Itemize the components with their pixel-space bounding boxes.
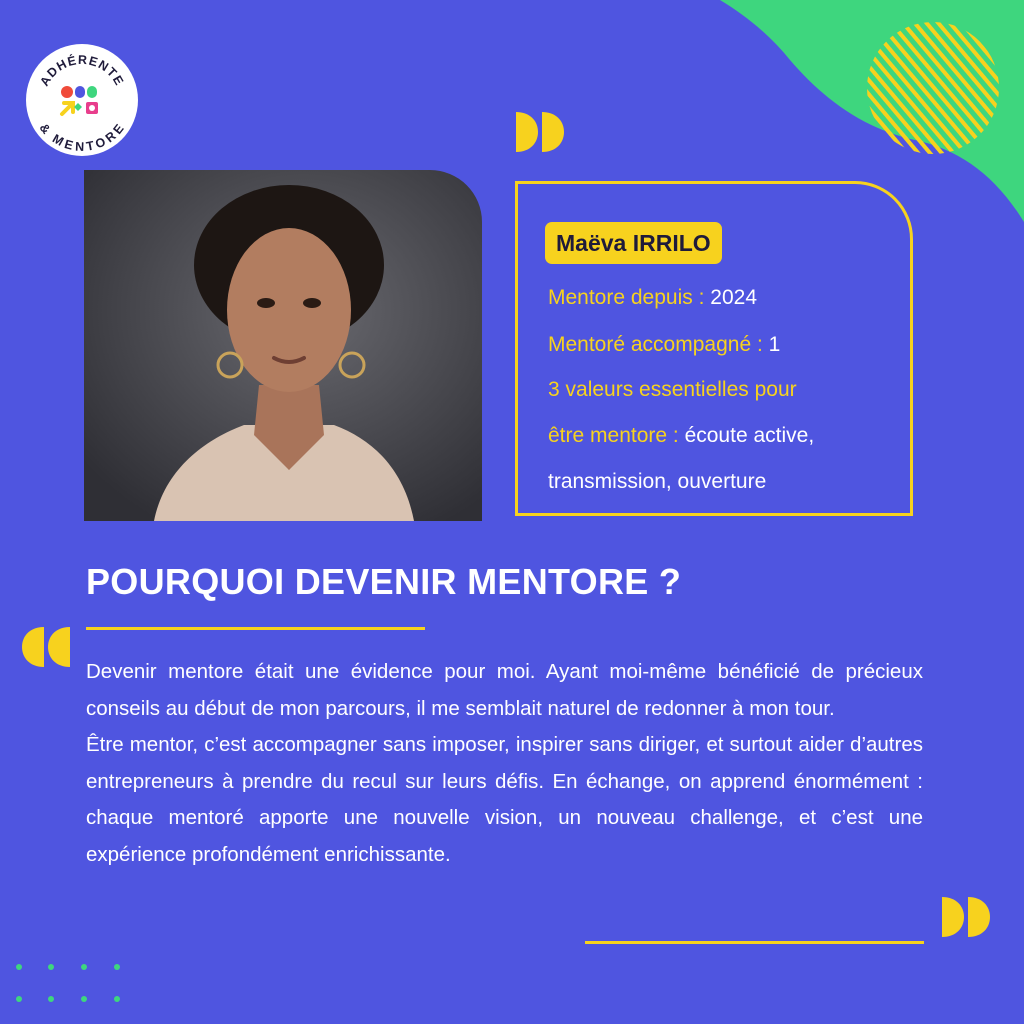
adherente-mentore-badge xyxy=(26,44,138,156)
mentees-value: 1 xyxy=(768,333,781,356)
mentor-name: Maëva IRRILO xyxy=(545,222,722,264)
since-row xyxy=(548,285,757,311)
since-value: 2024 xyxy=(710,286,757,309)
striped-circle-decoration xyxy=(860,15,1010,165)
section-heading: POURQUOI DEVENIR MENTORE ? xyxy=(86,561,682,602)
testimonial-text xyxy=(86,654,923,873)
values-value-line1: écoute active, xyxy=(684,424,815,447)
values-label-line2: être mentore : xyxy=(548,424,679,447)
values-row-3 xyxy=(548,469,766,495)
quote-close-icon xyxy=(516,112,566,152)
values-label-line1: 3 valeurs essentielles pour xyxy=(548,378,797,401)
quote-close-icon xyxy=(942,897,990,937)
values-value-line2: transmission, ouverture xyxy=(548,470,767,493)
quote-open-icon xyxy=(22,627,70,667)
mentees-row xyxy=(548,332,780,358)
testimonial-paragraph-2: Être mentor, c’est accompagner sans imposer, inspirer sans diriger, et surtout aider d’autres entrepreneurs à prendre du recul sur leurs défis. En échange, on apprend énormément : chaque mentoré apporte une nouvelle vision, un nouveau challenge, et c’est une expérience profondément enrichissante. xyxy=(86,733,923,866)
values-row-1 xyxy=(548,377,797,403)
mentees-label: Mentoré accompagné : xyxy=(548,333,763,356)
mentor-photo xyxy=(84,170,482,521)
dot-grid-icon xyxy=(16,962,126,1006)
footer-rule xyxy=(585,941,924,944)
values-row-2 xyxy=(548,423,814,449)
since-label: Mentore depuis : xyxy=(548,286,705,309)
testimonial-paragraph-1: Devenir mentore était une évidence pour moi. Ayant moi-même bénéficié de précieux conseils au début de mon parcours, il me semblait naturel de redonner à mon tour. xyxy=(86,660,923,720)
badge-text-top: ADHÉRENTE xyxy=(37,52,127,89)
badge-text-bottom: & MENTORE xyxy=(36,120,128,154)
heading-underline xyxy=(86,627,425,630)
